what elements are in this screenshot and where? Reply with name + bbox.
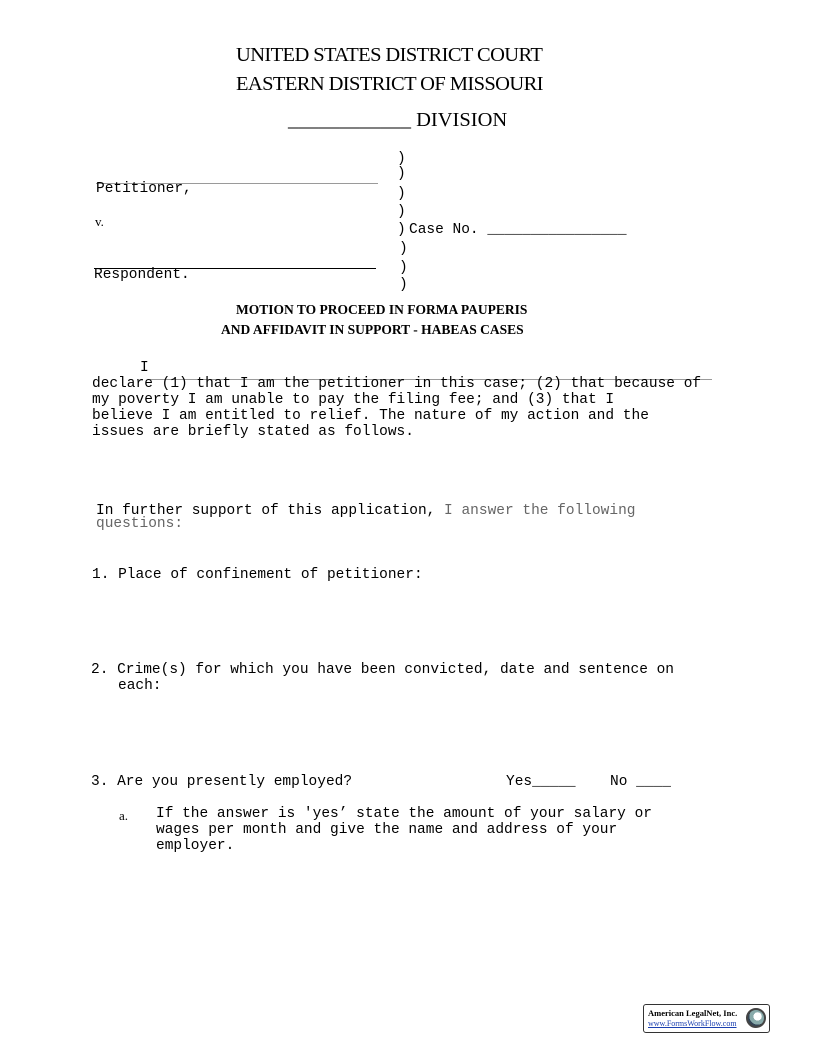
declarant-intro: I bbox=[140, 360, 149, 376]
court-name-line2: EASTERN DISTRICT OF MISSOURI bbox=[236, 73, 543, 95]
question-3a-line: If the answer is 'yes’ state the amount of your salary or bbox=[156, 806, 652, 822]
declaration-line: my poverty I am unable to pay the filing fee; and (3) that I bbox=[92, 392, 615, 408]
question-2-line2: each: bbox=[118, 678, 162, 694]
support-text: In further support of this application, bbox=[96, 503, 436, 519]
case-number-blank[interactable]: ________________ bbox=[487, 222, 627, 238]
publisher-url[interactable]: www.FormsWorkFlow.com bbox=[648, 1019, 737, 1028]
motion-title-line1: MOTION TO PROCEED IN FORMA PAUPERIS bbox=[236, 302, 528, 317]
question-3: 3. Are you presently employed? bbox=[91, 774, 353, 790]
division-line bbox=[288, 109, 507, 132]
caption-paren: ) bbox=[397, 186, 406, 202]
court-name-line1: UNITED STATES DISTRICT COURT bbox=[236, 44, 543, 66]
versus-label: v. bbox=[95, 214, 104, 229]
yes-blank[interactable]: _____ bbox=[532, 774, 576, 790]
case-number-label: Case No. bbox=[409, 222, 479, 238]
no-label: No bbox=[610, 774, 628, 790]
caption-paren: ) bbox=[397, 166, 406, 182]
question-3a-marker: a. bbox=[119, 808, 129, 823]
publisher-badge[interactable] bbox=[643, 1004, 770, 1033]
declaration-paragraph bbox=[92, 376, 701, 440]
question-2 bbox=[91, 662, 674, 694]
declaration-line: issues are briefly stated as follows. bbox=[92, 424, 414, 440]
motion-title-line2: AND AFFIDAVIT IN SUPPORT - HABEAS CASES bbox=[221, 322, 524, 337]
declaration-line: believe I am entitled to relief. The nature of my action and the bbox=[92, 408, 649, 424]
publisher-name: American LegalNet, Inc. bbox=[648, 1008, 738, 1018]
yes-label: Yes bbox=[506, 774, 533, 790]
publisher-logo-icon bbox=[746, 1008, 766, 1028]
caption-paren: ) bbox=[399, 241, 408, 257]
question-3a-line: employer. bbox=[156, 838, 235, 854]
caption-paren: ) bbox=[397, 222, 406, 238]
caption-paren: ) bbox=[399, 277, 408, 293]
petitioner-label: Petitioner, bbox=[96, 181, 192, 197]
no-blank[interactable]: ____ bbox=[636, 774, 671, 790]
case-number-field bbox=[409, 222, 627, 238]
question-3a-line: wages per month and give the name and address of your bbox=[156, 822, 618, 838]
declaration-line: declare (1) that I am the petitioner in this case; (2) that because of bbox=[92, 376, 702, 392]
caption-paren: ) bbox=[397, 151, 406, 167]
caption-paren: ) bbox=[399, 260, 408, 276]
respondent-label: Respondent. bbox=[94, 267, 190, 283]
support-text-questions: questions: bbox=[96, 516, 184, 532]
employed-no-option bbox=[610, 774, 671, 790]
question-1: 1. Place of confinement of petitioner: bbox=[92, 567, 423, 583]
support-paragraph bbox=[96, 505, 636, 531]
employed-yes-option bbox=[506, 774, 576, 790]
question-2-line1: 2. Crime(s) for which you have been convicted, date and sentence on bbox=[91, 662, 674, 678]
support-text-grey: I answer the following bbox=[435, 503, 636, 519]
division-blank[interactable]: ____________ bbox=[288, 109, 411, 131]
division-label: DIVISION bbox=[416, 109, 508, 131]
question-3a bbox=[156, 806, 652, 854]
caption-paren: ) bbox=[397, 204, 406, 220]
